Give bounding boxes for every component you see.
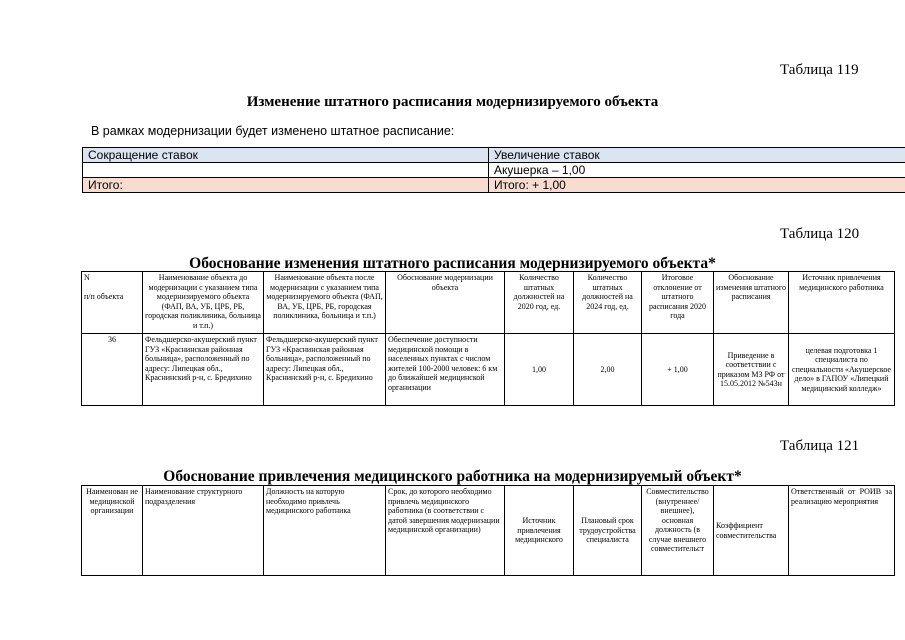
cell-change-reason: Приведение в соответствии с приказом МЗ РФ от 15.05.2012 №543н [714, 334, 789, 406]
table-120-title: Обоснование изменения штатного расписания модернизируемого объекта* [189, 255, 716, 272]
header-cell-deviation: Итоговое отклонение от штатного расписания 2020 года [642, 272, 714, 334]
attraction-table [81, 485, 895, 576]
table-header-row [82, 272, 895, 334]
table-119-intro: В рамках модернизации будет изменено штатное расписание: [91, 124, 455, 138]
cell-object-after: Фельдшерско-акушерский пункт ГУЗ «Краснинская районная больница», расположенный по адресу: Липецкая обл., Краснинский р-н, с. Бредихино [264, 334, 386, 406]
header-cell-justification: Обоснование модернизации объекта [386, 272, 505, 334]
header-cell-subdivision: Наименование структурного подразделения [143, 486, 264, 576]
table-total-row [83, 178, 905, 193]
justification-table [81, 271, 895, 406]
header-cell-reduction: Сокращение ставок [83, 148, 489, 163]
table-row [83, 163, 905, 178]
cell-staff-2020: 1,00 [505, 334, 574, 406]
header-cell-source: Источник привлечения медицинского [505, 486, 574, 576]
header-cell-object-before: Наименование объекта до модернизации с указанием типа модернизируемого объекта (ФАП, ВА, УБ, ЦРБ, РБ, городская поликлиника, больница и т.п.) [143, 272, 264, 334]
header-cell-employment-date: Плановый срок трудоустройства специалиста [574, 486, 642, 576]
total-increase: Итого: + 1,00 [489, 178, 905, 193]
cell-source: целевая подготовка 1 специалиста по специальности «Акушерское дело» в ГАПОУ «Липецкий медицинский колледж» [789, 334, 895, 406]
cell-reduction-value [83, 163, 489, 178]
table-119-title: Изменение штатного расписания модернизируемого объекта [246, 94, 659, 110]
cell-number: 36 [82, 334, 143, 406]
header-cell-increase: Увеличение ставок [489, 148, 905, 163]
header-cell-organization: Наименован ие медицинской организации [82, 486, 143, 576]
header-cell-staff-2024: Количество штатных должностей на 2024 год, ед. [574, 272, 642, 334]
cell-justification: Обеспечение доступности медицинской помощи в населенных пунктах с числом жителей 100-2000 человек: 6 км до ближайшей медицинской организации [386, 334, 505, 406]
header-cell-change-reason: Обоснование изменения штатного расписания [714, 272, 789, 334]
table-row [82, 334, 895, 406]
cell-object-before: Фельдшерско-акушерский пункт ГУЗ «Краснинская районная больница», расположенный по адресу: Липецкая обл., Краснинский р-н, с. Бредихино [143, 334, 264, 406]
table-121-label: Таблица 121 [780, 438, 860, 454]
header-cell-position: Должность на которую необходимо привлечь медицинского работника [264, 486, 386, 576]
header-cell-object-after: Наименование объекта после модернизации с указанием типа модернизируемого объекта (ФАП, ВА, УБ, ЦРБ, РБ, городская поликлиника, больница и т.п.) [264, 272, 386, 334]
table-header-row [83, 148, 905, 163]
header-cell-combination: Совместительство (внутреннее/внешнее), основная должность (в случае внешнего совместительст [642, 486, 714, 576]
header-cell-staff-2020: Количество штатных должностей на 2020 год, ед. [505, 272, 574, 334]
header-cell-coefficient: Коэффициент совместительства [714, 486, 789, 576]
cell-staff-2024: 2,00 [574, 334, 642, 406]
table-121-title: Обоснование привлечения медицинского работника на модернизируемый объект* [163, 468, 742, 485]
header-cell-responsible: Ответственный от РОИВ за реализацию мероприятия [789, 486, 895, 576]
cell-increase-value: Акушерка – 1,00 [489, 163, 905, 178]
header-cell-source: Источник привлечения медицинского работника [789, 272, 895, 334]
header-cell-number: N п/п объекта [82, 272, 143, 334]
header-cell-deadline: Срок, до которого необходимо привлечь медицинского работника (в соответствии с датой завершения модернизации медицинской организации) [386, 486, 505, 576]
total-reduction: Итого: [83, 178, 489, 193]
table-header-row [82, 486, 895, 576]
cell-deviation: + 1,00 [642, 334, 714, 406]
table-119-label: Таблица 119 [780, 62, 859, 78]
table-120-label: Таблица 120 [780, 226, 860, 242]
staff-change-table [82, 147, 905, 193]
